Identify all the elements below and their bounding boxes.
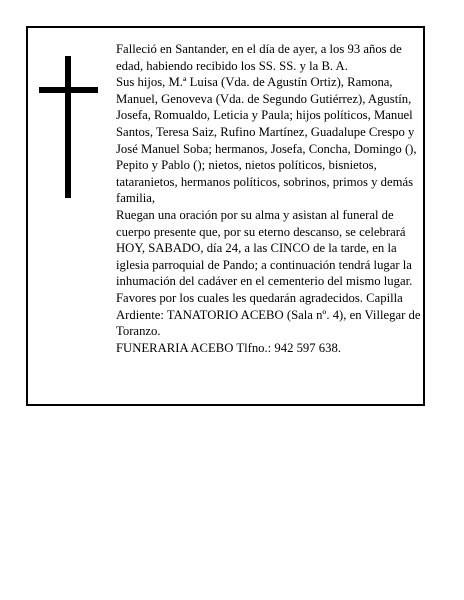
cross-vertical-bar bbox=[65, 56, 71, 198]
cross-horizontal-bar bbox=[39, 87, 98, 93]
notice-paragraph-funeral-home: FUNERARIA ACEBO Tlfno.: 942 597 638. bbox=[116, 340, 341, 355]
notice-paragraph-funeral: Ruegan una oración por su alma y asistan al funeral de cuerpo presente que, por su eterno descanso, se celebrará HOY, SABADO, día 24, a las CINCO de la tarde, en la iglesia parroquial de Pando; a continuación tendrá lugar la inhumación del cadáver en el cementerio del mismo lugar. Favores por los cuales les quedarán agradecidos. Capilla Ardiente: TANATORIO ACEBO (Sala nº. 4), en Villegar de Toranzo. bbox=[116, 207, 421, 339]
notice-body bbox=[116, 41, 422, 356]
notice-paragraph-death: Falleció en Santander, en el día de ayer, a los 93 años de edad, habiendo recibido los SS. SS. y la B. A. bbox=[116, 42, 402, 73]
obituary-notice bbox=[26, 26, 425, 406]
notice-paragraph-family: Sus hijos, M.ª Luisa (Vda. de Agustín Ortiz), Ramona, Manuel, Genoveva (Vda. de Segundo Gutiérrez), Agustín, Josefa, Romualdo, Leticia y Paula; hijos políticos, Manuel Santos, Teresa Saiz, Rufino Martínez, Guadalupe Crespo y José Manuel Soba; hermanos, Josefa, Concha, Domingo (), Pepito y Pablo (); nietos, nietos políticos, bisnietos, tataranietos, hermanos políticos, sobrinos, primos y demás familia, bbox=[116, 75, 417, 206]
cross-icon bbox=[39, 56, 98, 198]
